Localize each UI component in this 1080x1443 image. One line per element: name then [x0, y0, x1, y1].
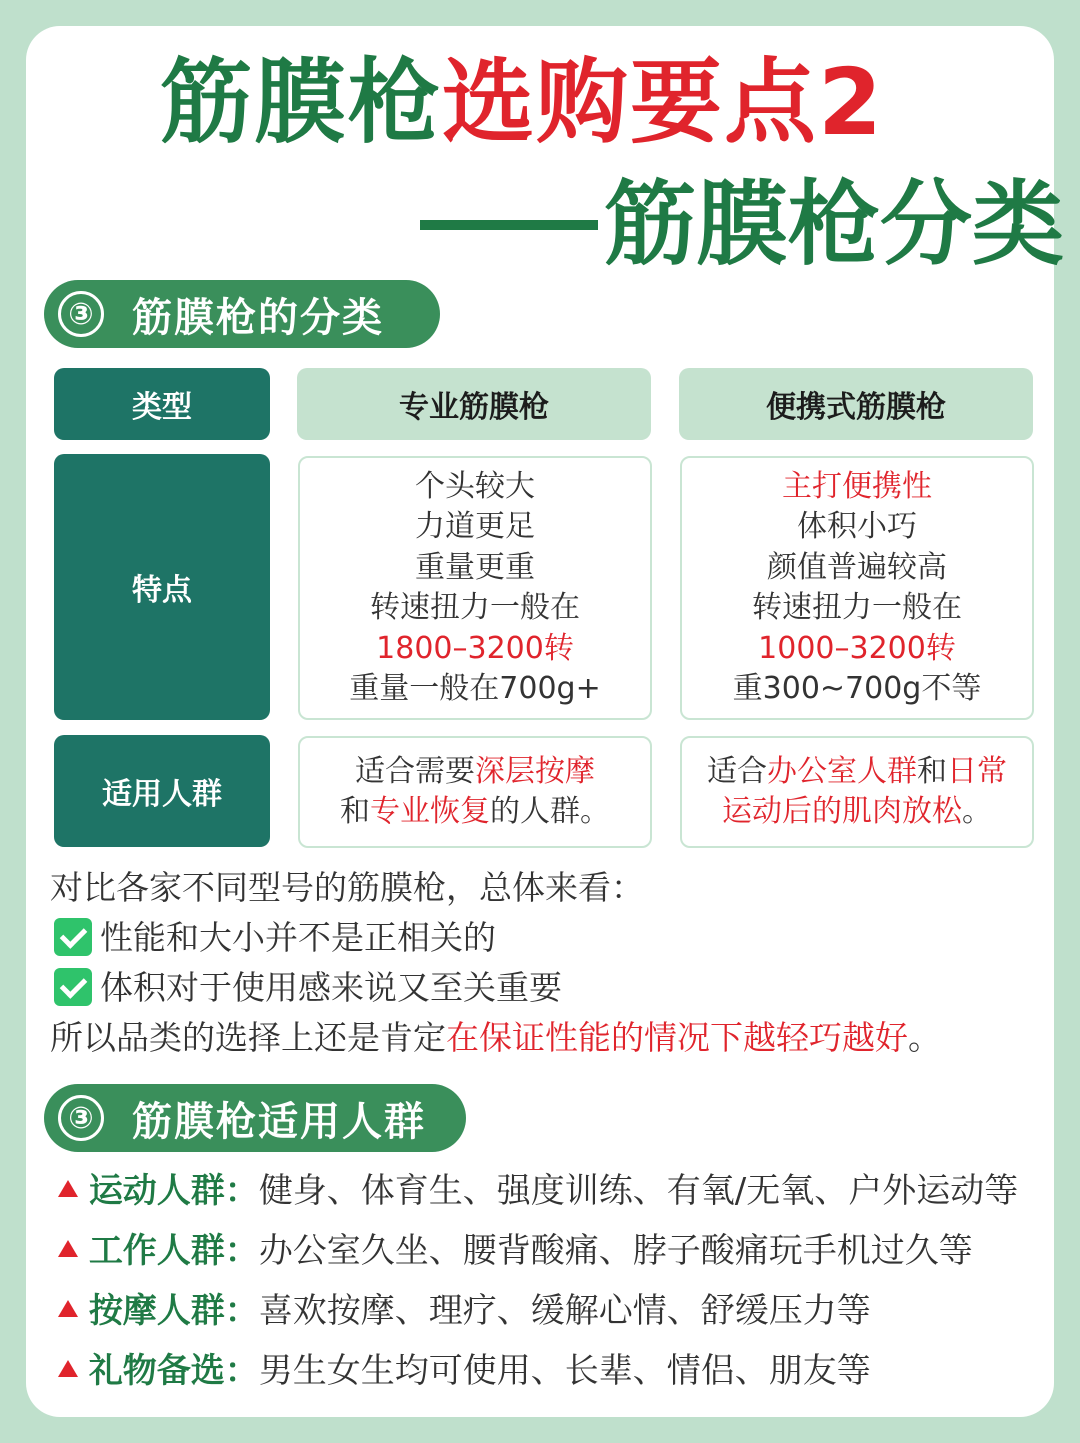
check-text: 性能和大小并不是正相关的 — [100, 918, 496, 957]
pro-features-cell — [298, 456, 652, 720]
pro-rpm-range: 1800–3200转 — [376, 630, 574, 666]
row-label-audience: 适用人群 — [54, 735, 270, 847]
portable-feature-line: 重300~700g不等 — [732, 671, 982, 706]
section-header-audience — [44, 1084, 466, 1152]
circled-number-icon: ③ — [58, 1095, 104, 1141]
summary-conclusion — [50, 1014, 941, 1062]
audience-label: 礼物备选： — [88, 1351, 259, 1391]
text: 的人群。 — [490, 794, 610, 829]
pro-feature-line: 力道更足 — [415, 509, 535, 544]
text: 适合 — [707, 753, 767, 789]
portable-features-cell — [680, 456, 1034, 720]
audience-item — [58, 1286, 871, 1336]
circled-number-icon: ③ — [58, 291, 104, 337]
highlight: 深层按摩 — [475, 753, 595, 789]
portable-audience-line1 — [707, 752, 1007, 793]
text: 和 — [340, 794, 370, 829]
section-header-classification — [44, 280, 440, 348]
text: 。 — [908, 1018, 941, 1057]
highlight: 办公室人群 — [767, 753, 917, 789]
section-title: 筋膜枪的分类 — [132, 294, 384, 341]
pro-feature-line: 个头较大 — [415, 468, 535, 504]
highlight: 运动后的肌肉放松 — [722, 794, 962, 829]
portable-rpm-range: 1000–3200转 — [758, 630, 956, 666]
portable-feature-line: 体积小巧 — [797, 509, 917, 544]
main-title — [160, 48, 884, 158]
check-item — [50, 964, 562, 1012]
audience-label: 运动人群： — [88, 1171, 259, 1211]
subtitle — [420, 170, 1064, 280]
triangle-bullet-icon — [58, 1300, 78, 1317]
header-portable: 便携式筋膜枪 — [679, 368, 1033, 440]
highlight: 在保证性能的情况下越轻巧越好 — [446, 1018, 908, 1057]
audience-text: 男生女生均可使用、长辈、情侣、朋友等 — [258, 1351, 871, 1391]
pro-feature-line: 重量更重 — [415, 549, 535, 585]
audience-text: 喜欢按摩、理疗、缓解心情、舒缓压力等 — [258, 1291, 871, 1331]
dash-decoration — [420, 220, 598, 230]
pro-feature-line: 转速扭力一般在 — [370, 590, 580, 625]
text: 。 — [962, 794, 992, 829]
check-item — [50, 914, 496, 962]
summary-intro: 对比各家不同型号的筋膜枪，总体来看： — [50, 868, 644, 907]
highlight: 专业恢复 — [370, 794, 490, 829]
audience-label: 工作人群： — [88, 1231, 259, 1271]
row-label-features: 特点 — [54, 454, 270, 720]
check-text: 体积对于使用感来说又至关重要 — [100, 968, 562, 1007]
check-icon — [54, 918, 92, 956]
audience-text: 办公室久坐、腰背酸痛、脖子酸痛玩手机过久等 — [258, 1231, 973, 1271]
text: 适合需要 — [355, 753, 475, 789]
highlight: 日常 — [947, 753, 1007, 789]
portable-audience-cell — [680, 736, 1034, 848]
pro-audience-cell — [298, 736, 652, 848]
subtitle-text: 筋膜枪分类 — [604, 171, 1065, 278]
section-title: 筋膜枪适用人群 — [132, 1098, 426, 1145]
pro-feature-line: 重量一般在700g+ — [349, 671, 601, 706]
audience-text: 健身、体育生、强度训练、有氧/无氧、户外运动等 — [258, 1171, 1019, 1211]
text: 和 — [917, 753, 947, 789]
pro-audience-line1 — [355, 752, 595, 793]
audience-item — [58, 1346, 871, 1396]
triangle-bullet-icon — [58, 1180, 78, 1197]
header-pro: 专业筋膜枪 — [297, 368, 651, 440]
audience-label: 按摩人群： — [88, 1291, 259, 1331]
portable-feature-line: 转速扭力一般在 — [752, 590, 962, 625]
check-icon — [54, 968, 92, 1006]
portable-audience-line2 — [722, 792, 992, 833]
portable-feature-line: 颜值普遍较高 — [767, 549, 947, 585]
audience-item — [58, 1226, 973, 1276]
title-green: 筋膜枪 — [160, 49, 443, 156]
title-red: 选购要点 — [442, 49, 819, 156]
audience-item — [58, 1166, 1018, 1216]
portable-highlight: 主打便携性 — [782, 468, 932, 504]
title-number: 2 — [818, 49, 885, 156]
triangle-bullet-icon — [58, 1360, 78, 1377]
pro-audience-line2 — [340, 792, 610, 833]
triangle-bullet-icon — [58, 1240, 78, 1257]
text: 所以品类的选择上还是肯定 — [50, 1018, 446, 1057]
header-type: 类型 — [54, 368, 270, 440]
